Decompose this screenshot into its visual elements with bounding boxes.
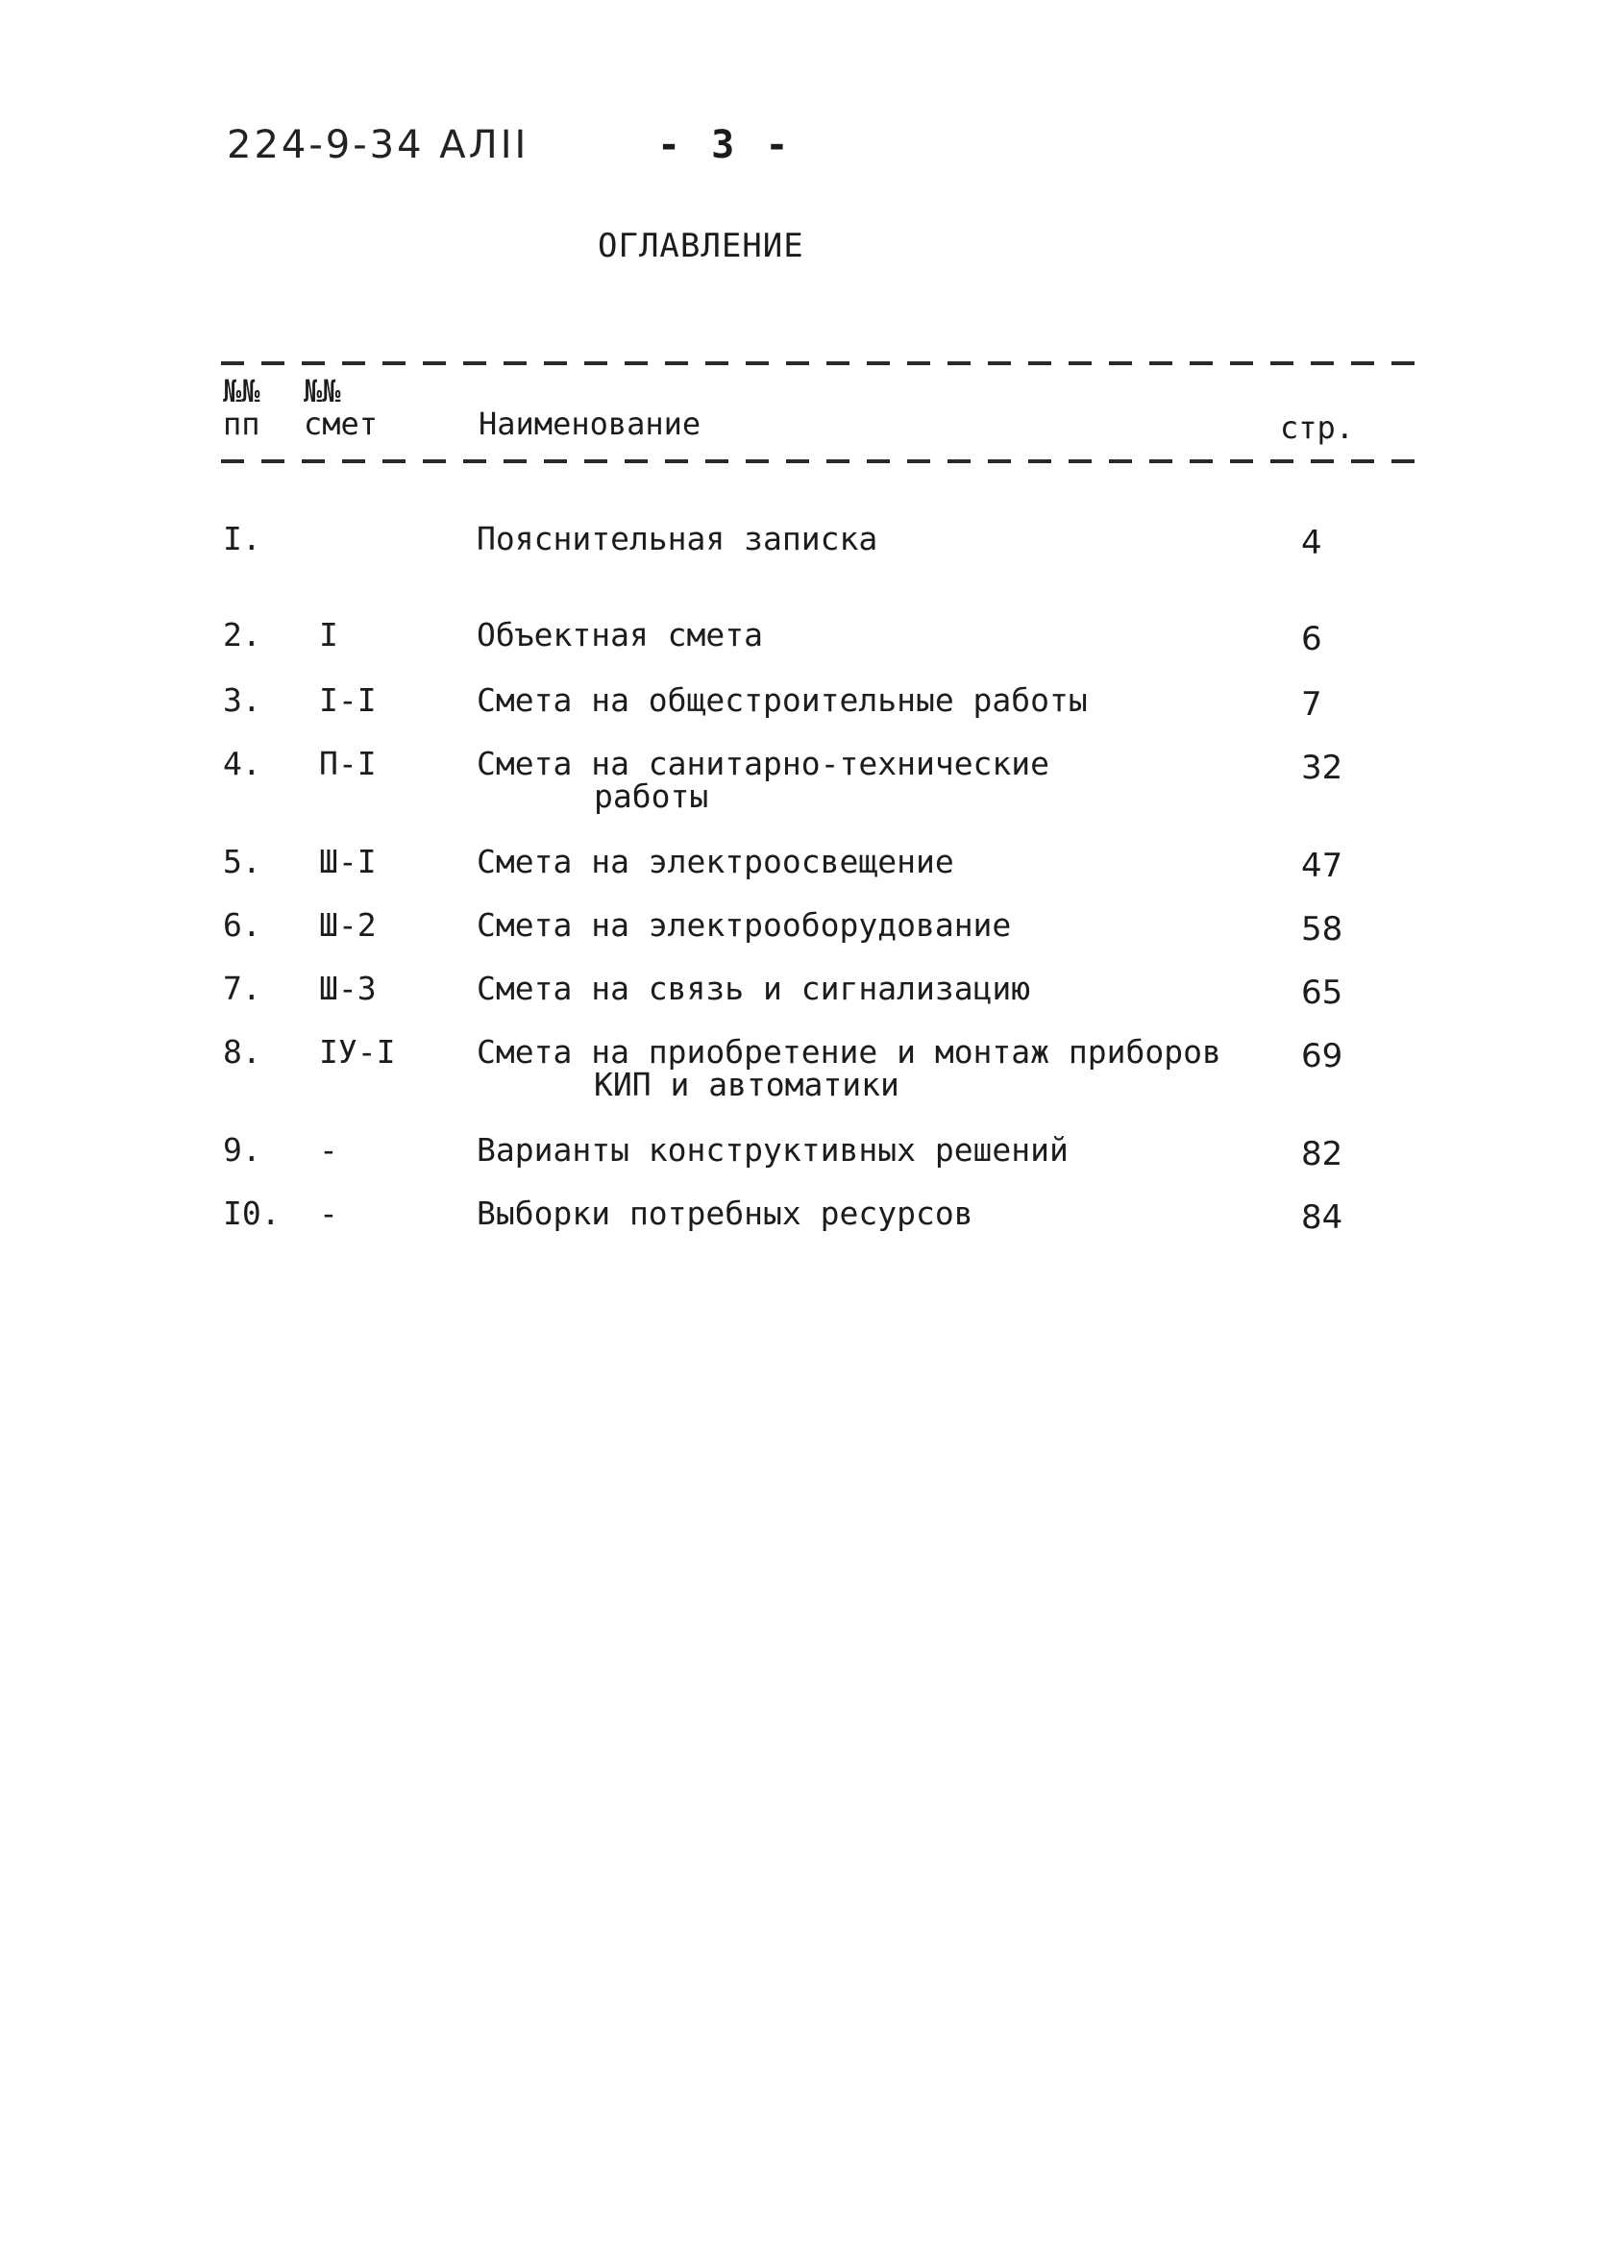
row-title	[477, 1131, 1265, 1169]
header-col-page: стр.	[1280, 409, 1355, 446]
row-page: 47	[1301, 847, 1343, 885]
row-title-line: Смета на санитарно-технические	[477, 745, 1050, 782]
row-page: 82	[1301, 1135, 1343, 1173]
row-page: 58	[1301, 910, 1343, 949]
document-code: 224-9-34 АЛII	[227, 123, 529, 167]
row-title-line: КИП и автоматики	[594, 1066, 899, 1103]
header-col-estimate-code	[304, 375, 378, 440]
row-title	[477, 1197, 1265, 1230]
row-title	[477, 520, 1265, 557]
row-number: I0.	[223, 1195, 281, 1232]
row-estimate-code: -	[319, 1195, 338, 1232]
row-title-line: работы	[594, 777, 709, 815]
row-page: 32	[1301, 749, 1343, 787]
row-number: 2.	[223, 616, 261, 653]
row-page: 84	[1301, 1198, 1343, 1237]
row-estimate-code: Ш-2	[319, 906, 377, 944]
row-page: 65	[1301, 974, 1343, 1012]
row-title	[477, 906, 1265, 944]
row-number: 7.	[223, 970, 261, 1007]
row-estimate-code: IУ-I	[319, 1033, 396, 1071]
row-title-line: Смета на электрооборудование	[477, 906, 1012, 944]
row-title-line: Варианты конструктивных решений	[477, 1131, 1069, 1169]
row-title	[477, 616, 1265, 653]
row-estimate-code: Ш-3	[319, 970, 377, 1007]
row-title	[477, 970, 1265, 1007]
row-number: 8.	[223, 1033, 261, 1071]
row-title-line: Объектная смета	[477, 616, 764, 653]
row-estimate-code: I-I	[319, 681, 377, 719]
row-title-line: Смета на общестроительные работы	[477, 681, 1088, 719]
row-page: 6	[1301, 620, 1322, 658]
row-number: I.	[223, 520, 261, 557]
row-title-line: Выборки потребных ресурсов	[477, 1195, 973, 1232]
toc-title: ОГЛАВЛЕНИЕ	[598, 227, 804, 265]
row-page: 7	[1301, 685, 1322, 724]
row-number: 3.	[223, 681, 261, 719]
row-number: 4.	[223, 745, 261, 782]
table-header-bottom-rule	[221, 459, 1422, 463]
header-col-number-line2: пп	[223, 406, 260, 442]
table-header-top-rule	[221, 361, 1422, 365]
row-page: 4	[1301, 524, 1322, 562]
row-number: 6.	[223, 906, 261, 944]
row-title-line: Смета на электроосвещение	[477, 843, 954, 880]
row-title	[477, 681, 1265, 719]
row-estimate-code: П-I	[319, 745, 377, 782]
page-number: - 3 -	[657, 123, 793, 167]
header-col-code-line1: №№	[304, 373, 341, 409]
header-col-number	[223, 375, 260, 440]
header-col-code-line2: смет	[304, 406, 379, 442]
row-title-line: Смета на связь и сигнализацию	[477, 970, 1031, 1007]
row-title	[477, 1033, 1265, 1103]
header-col-name: Наименование	[479, 406, 701, 442]
row-estimate-code: Ш-I	[319, 843, 377, 880]
row-title	[477, 745, 1265, 815]
row-title-line: Пояснительная записка	[477, 520, 878, 557]
row-estimate-code: -	[319, 1131, 338, 1169]
row-title-line: Смета на приобретение и монтаж приборов	[477, 1033, 1221, 1071]
row-title	[477, 843, 1265, 880]
row-number: 9.	[223, 1131, 261, 1169]
row-estimate-code: I	[319, 616, 338, 653]
header-col-number-line1: №№	[223, 373, 260, 409]
row-page: 69	[1301, 1037, 1343, 1075]
row-number: 5.	[223, 843, 261, 880]
